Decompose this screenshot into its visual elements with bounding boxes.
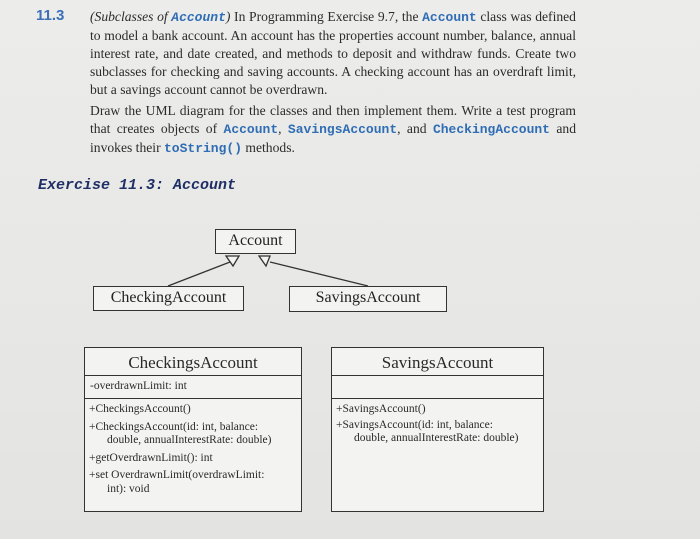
uml-savings-fields bbox=[332, 376, 543, 399]
uml-savings-op-default-ctor: +SavingsAccount() bbox=[336, 403, 426, 415]
exercise-instructions bbox=[90, 102, 576, 158]
exercise-number: 11.3 bbox=[36, 7, 65, 24]
diagram-heading: Exercise 11.3: Account bbox=[38, 177, 237, 194]
exercise-description bbox=[90, 8, 576, 99]
uml-checkings-op-param-ctor-line2: double, annualInterestRate: double) bbox=[107, 434, 272, 446]
instructions-sep-1: , bbox=[278, 121, 288, 136]
checking-inheritance-arrowhead bbox=[226, 256, 239, 266]
uml-checkings-op-setter bbox=[89, 469, 297, 496]
uml-checkings-op-default-ctor: +CheckingsAccount() bbox=[89, 403, 191, 415]
uml-savings-op-param-ctor-line2: double, annualInterestRate: double) bbox=[354, 432, 519, 444]
exercise-text-1: In Programming Exercise 9.7, the bbox=[230, 9, 423, 24]
uml-checkings-name: CheckingsAccount bbox=[85, 348, 301, 376]
exercise-title-class: Account bbox=[171, 10, 226, 25]
instructions-class-savings: SavingsAccount bbox=[287, 122, 398, 137]
uml-checkings-account bbox=[84, 347, 302, 512]
exercise-title-prefix: (Subclasses of bbox=[90, 9, 172, 24]
uml-savings-account bbox=[331, 347, 544, 512]
instructions-sep-2: , and bbox=[397, 121, 433, 136]
uml-checkings-op-getter: +getOverdrawnLimit(): int bbox=[89, 451, 213, 464]
exercise-account-ref: Account bbox=[422, 10, 477, 25]
uml-checkings-op-setter-line1: +set OverdrawnLimit(overdrawLimit: bbox=[89, 469, 265, 481]
exercise-text-2: class was defined to model a bank account. An account has the properties account number, balance, annual interest rate, and date created, and methods to deposit and withdraw funds. Create two subclasses for checking and saving accounts. A checking account has an overdraft limit, but a savings account cannot be overdrawn. bbox=[90, 9, 576, 97]
uml-savings-methods bbox=[332, 399, 543, 446]
checking-class-box: CheckingAccount bbox=[93, 286, 244, 311]
savings-inheritance-arrowhead bbox=[259, 256, 270, 266]
instructions-text-3: methods. bbox=[242, 140, 295, 155]
exercise-title-suffix: ) bbox=[225, 9, 231, 24]
uml-savings-name: SavingsAccount bbox=[332, 348, 543, 376]
uml-checkings-op-setter-line2: int): void bbox=[107, 482, 150, 495]
instructions-class-account: Account bbox=[223, 122, 279, 137]
instructions-method-tostring: toString() bbox=[164, 141, 243, 156]
uml-checkings-op-param-ctor-line1: +CheckingsAccount(id: int, balance: bbox=[89, 420, 259, 433]
savings-class-box: SavingsAccount bbox=[289, 286, 447, 312]
instructions-text-1: Draw the UML diagram for the classes and then implement them. Write a test program that creates objects of bbox=[90, 103, 576, 136]
uml-savings-op-param-ctor-line1: +SavingsAccount(id: int, balance: bbox=[336, 418, 493, 431]
savings-inheritance-line bbox=[270, 262, 368, 286]
uml-savings-op-param-ctor bbox=[336, 419, 539, 446]
uml-checkings-field-overdrawn: -overdrawnLimit: int bbox=[90, 380, 187, 392]
account-class-box: Account bbox=[215, 229, 296, 254]
uml-checkings-fields bbox=[85, 376, 301, 399]
checking-inheritance-line bbox=[168, 262, 230, 286]
uml-checkings-methods bbox=[85, 399, 301, 496]
instructions-text-2: and invokes their bbox=[90, 121, 577, 155]
instructions-class-checking: CheckingAccount bbox=[432, 122, 550, 137]
uml-checkings-op-param-ctor bbox=[89, 421, 297, 448]
